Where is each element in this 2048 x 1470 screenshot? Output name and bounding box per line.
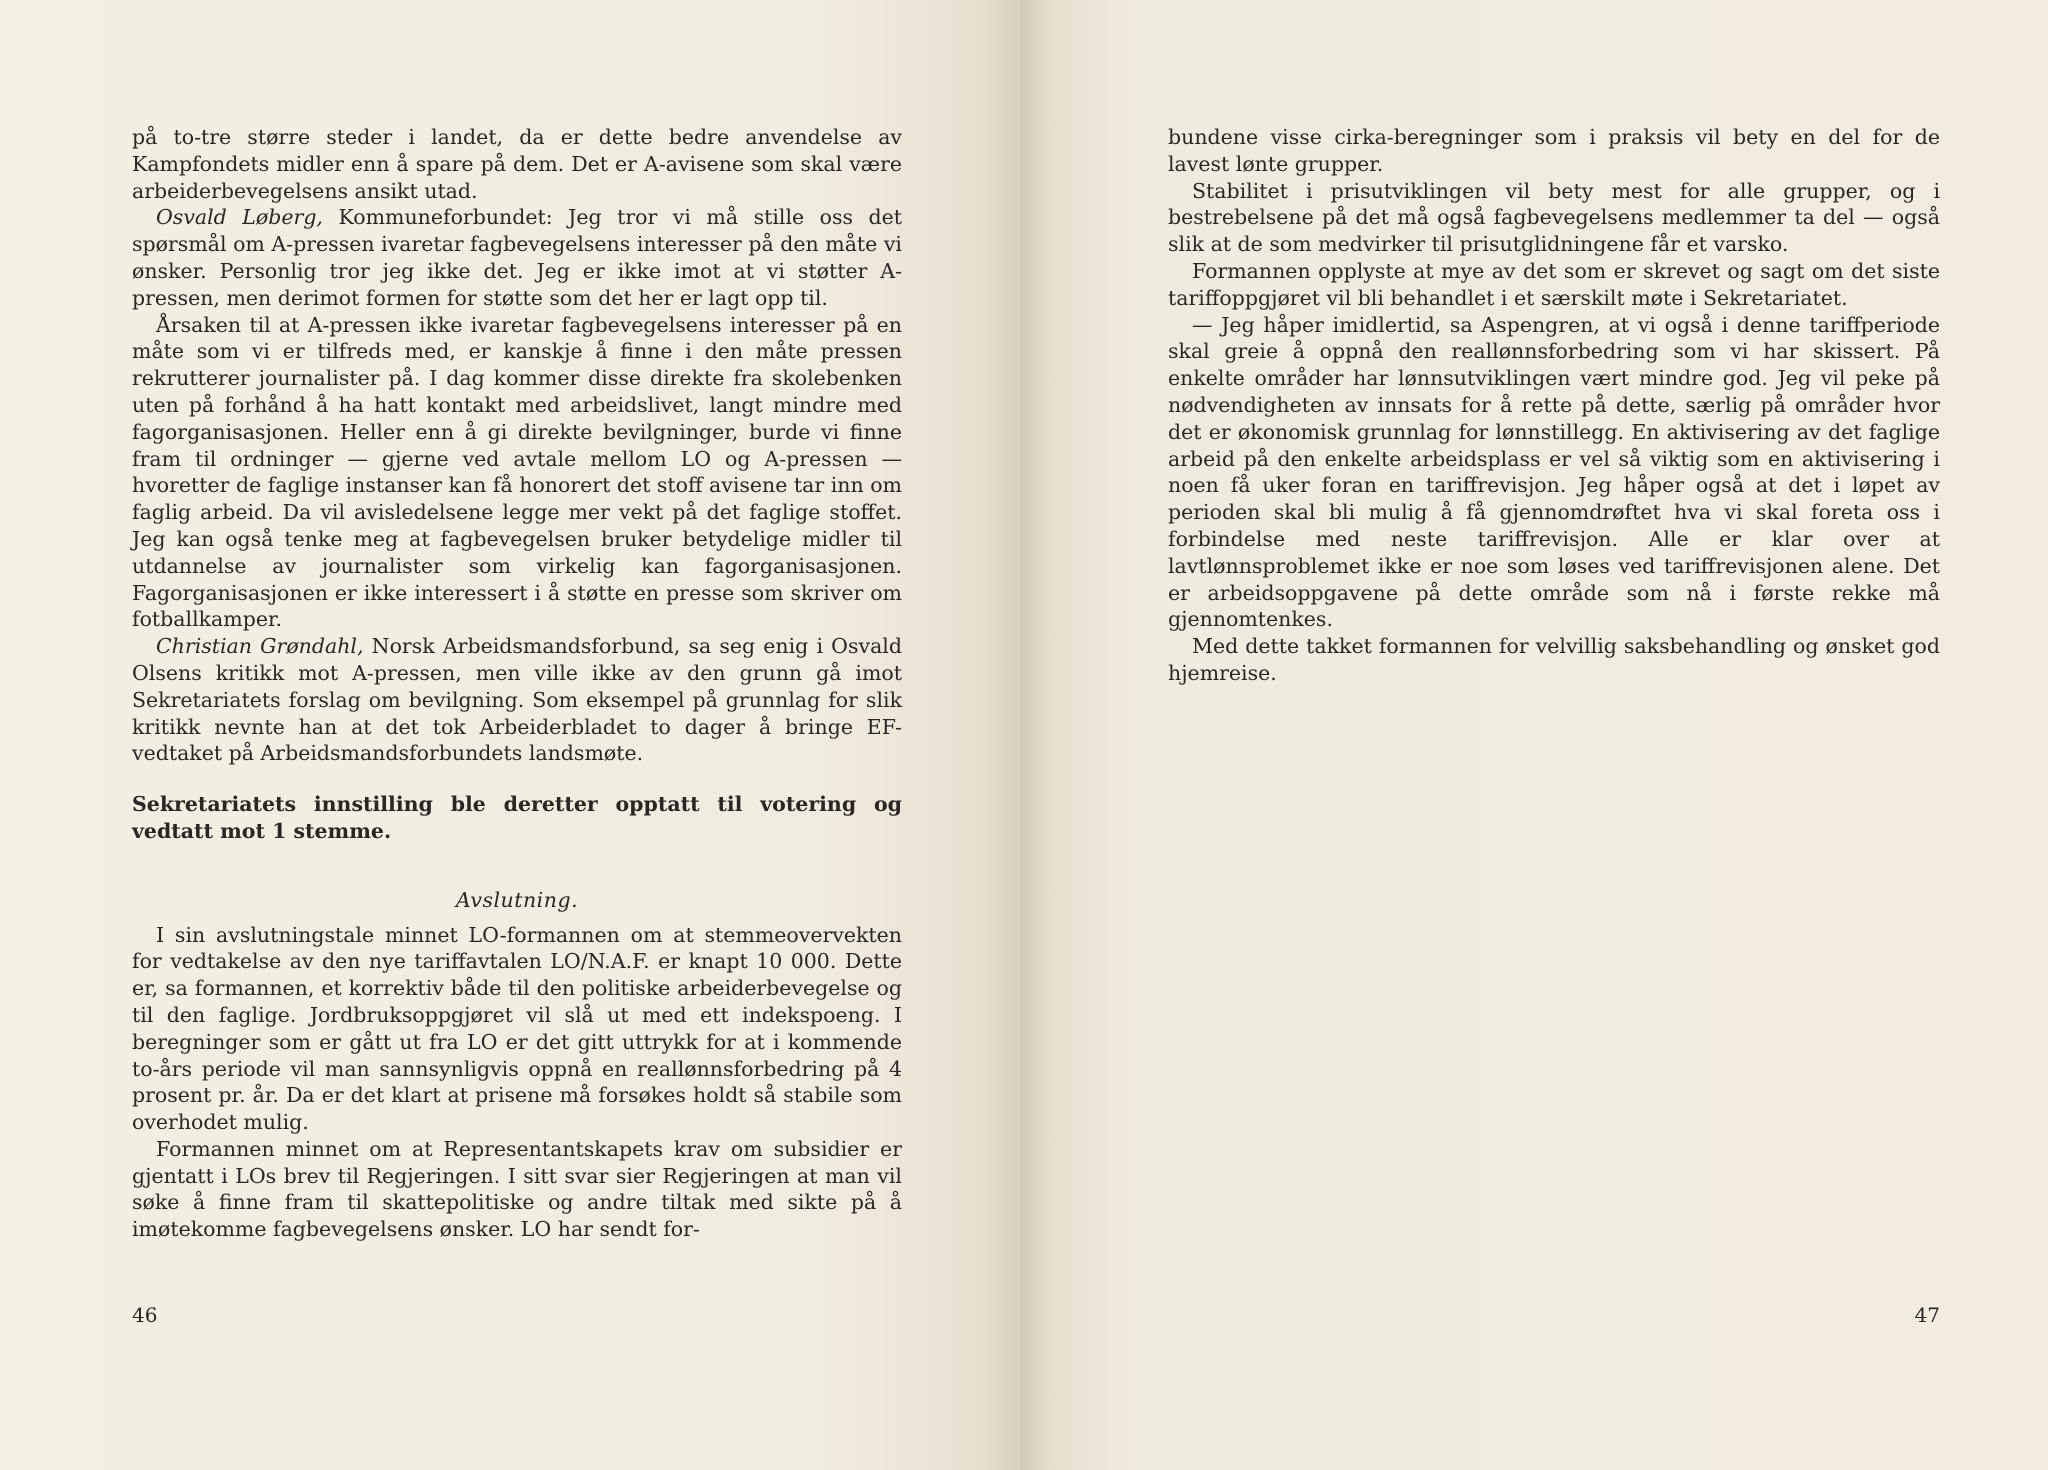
page-number: 47 <box>1914 1303 1940 1327</box>
speaker-name: Osvald Løberg, <box>156 205 323 230</box>
paragraph: — Jeg håper imidlertid, sa Aspengren, at vi også i denne tariffperiode skal greie å oppnå den reallønnsforbedring som vi har skissert. På enkelte områder har lønnsutviklingen vært mindre god. Jeg vil peke på nødvendigheten av innsats for å rette på dette, særlig på områder hvor det er økonomisk grunnlag for lønnstillegg. En aktivisering av det faglige arbeid på den enkelte arbeidsplass er vel så viktig som en aktivisering i noen få uker foran en tariffrevisjon. Jeg håper også at det i løpet av perioden skal bli mulig å få gjennomdrøftet hva vi skal foreta oss i forbindelse med neste tariffrevisjon. Alle er klar over at lavtlønnsproblemet ikke er noe som løses ved tariffrevisjonen alene. Det er arbeidsoppgavene på dette område som nå i første rekke må gjennomtenkes. <box>1168 312 1940 632</box>
right-page <box>1020 0 2048 1470</box>
paragraph: Formannen opplyste at mye av det som er skrevet og sagt om det siste tariffoppgjøret vil bli behandlet i et særskilt møte i Sekretariatet. <box>1168 258 1940 310</box>
speaker-org: Kommuneforbundet: <box>322 205 569 230</box>
left-page-text <box>132 124 902 1243</box>
motion-statement: Sekretariatets innstilling ble deretter opptatt til votering og vedtatt mot 1 stemme. <box>132 792 902 843</box>
paragraph: I sin avslutningstale minnet LO-formannen om at stemmeovervekten for vedtakelse av den nye tariffavtalen LO/N.A.F. er knapt 10 000. Dette er, sa formannen, et korrektiv både til den politiske arbeiderbevegelse og til den faglige. Jordbruksoppgjøret vil slå ut med ett indekspoeng. I beregninger som er gått ut fra LO er det gitt uttrykk for at i kommende to-års periode vil man sannsynligvis oppnå en reallønnsforbedring på 4 prosent pr. år. Da er det klart at prisene må forsøkes holdt så stabile som overhodet mulig. <box>132 922 902 1135</box>
paragraph <box>132 204 902 311</box>
paragraph <box>132 633 902 767</box>
paragraph: Formannen minnet om at Representantskapets krav om subsidier er gjentatt i LOs brev til Regjeringen. I sitt svar sier Regjeringen at man vil søke å finne fram til skattepolitiske og andre tiltak med sikte på å imøtekomme fagbevegelsens ønsker. LO har sendt for- <box>132 1136 902 1242</box>
right-page-text <box>1168 124 1940 687</box>
paragraph: Årsaken til at A-pressen ikke ivaretar fagbevegelsens interesser på en måte som vi er tilfreds med, er kanskje å finne i den måte pressen rekrutterer journalister på. I dag kommer disse direkte fra skolebenken uten på forhånd å ha hatt kontakt med arbeidslivet, langt mindre med fagorganisasjonen. Heller enn å gi direkte bevilgninger, burde vi finne fram til ordninger — gjerne ved avtale mellom LO og A-pressen — hvoretter de faglige instanser kan få honorert det stoff avisene tar inn om faglig arbeid. Da vil avisledelsene legge mer vekt på det faglige stoffet. Jeg kan også tenke meg at fagbevegelsen bruker betydelige midler til utdannelse av journalister som virkelig kan fagorganisasjonen. Fagorganisasjonen er ikke interessert i å støtte en presse som skriver om fotballkamper. <box>132 312 902 632</box>
left-page <box>0 0 1020 1470</box>
page-number: 46 <box>132 1303 158 1327</box>
speaker-org <box>363 634 371 658</box>
speech-text: Norsk Arbeidsmandsforbund, sa seg enig i Osvald Olsens kritikk mot A-pressen, men ville ikke av den grunn gå imot Sekretariatets forslag om bevilgning. Som eksempel på grunnlag for slik kritikk nevnte han at det tok Arbeiderbladet to dager å bringe EF-vedtaket på Arbeidsmandsforbundets landsmøte. <box>132 634 902 766</box>
section-heading: Avslutning. <box>455 887 579 912</box>
speaker-name: Christian Grøndahl, <box>156 634 364 659</box>
paragraph: Stabilitet i prisutviklingen vil bety mest for alle grupper, og i bestrebelsene på det må også fagbevegelsens medlemmer ta del — også slik at de som medvirker til prisutglidningene får et varsko. <box>1168 178 1940 257</box>
paragraph: bundene visse cirka-beregninger som i praksis vil bety en del for de lavest lønte grupper. <box>1168 125 1940 176</box>
paragraph: Med dette takket formannen for velvillig saksbehandling og ønsket god hjemreise. <box>1168 634 1940 685</box>
speech-text: Jeg tror vi må stille oss det spørsmål om A-pressen ivaretar fagbevegelsens interesser på den måte vi ønsker. Personlig tror jeg ikke det. Jeg er ikke imot at vi støtter A-pressen, men derimot formen for støtte som det her er lagt opp til. <box>132 205 902 310</box>
paragraph: på to-tre større steder i landet, da er dette bedre anvendelse av Kampfondets midler enn å spare på dem. Det er A-avisene som skal være arbeiderbevegelsens ansikt utad. <box>132 125 902 203</box>
